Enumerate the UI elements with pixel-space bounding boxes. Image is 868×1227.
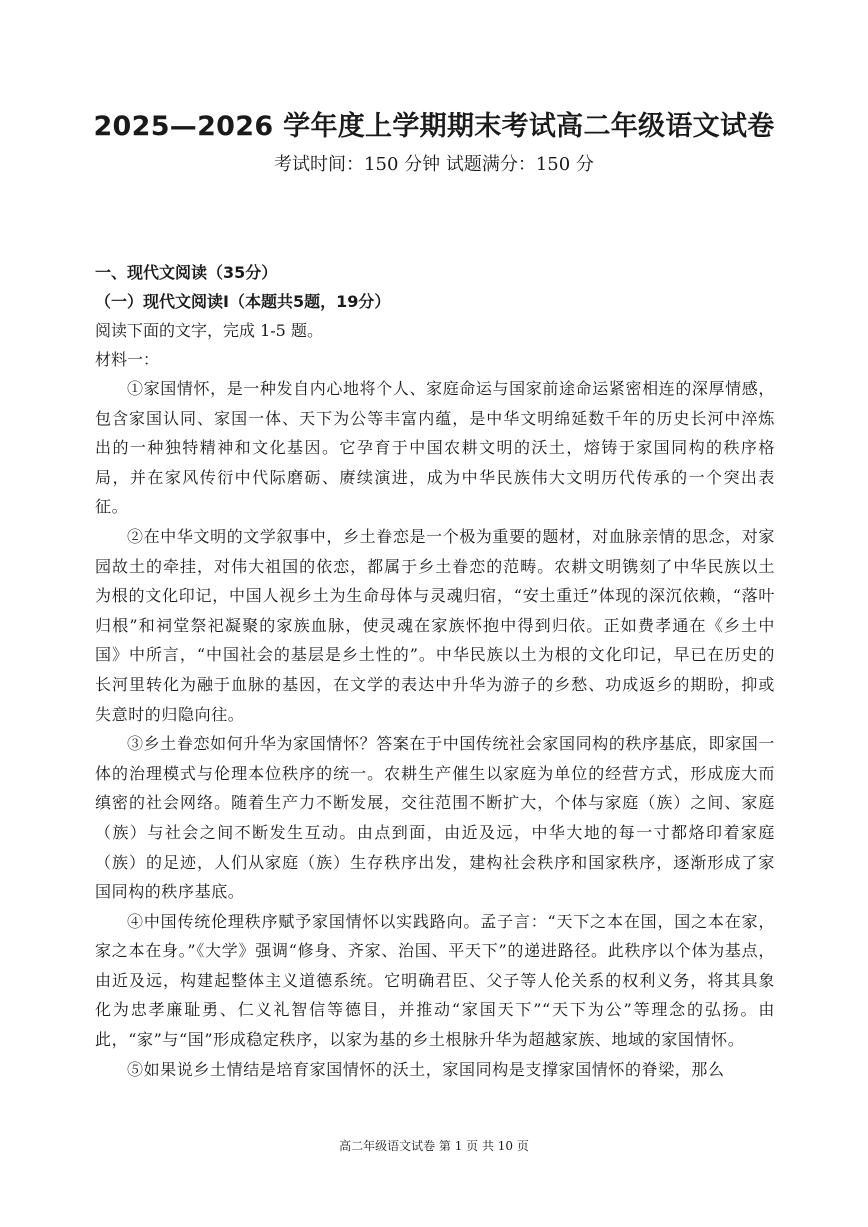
- paragraph-1: ①家国情怀，是一种发自内心地将个人、家庭命运与国家前途命运紧密相连的深厚情感，包含家国认同、家国一体、天下为公等丰富内蕴，是中华文明绵延数千年的历史长河中淬炼出的一种独特精神和文化基因。它孕育于中国农耕文明的沃土，熔铸于家国同构的秩序格局，并在家风传衍中代际磨砺、赓续演进，成为中华民族伟大文明历代传承的一个突出表征。: [95, 379, 775, 517]
- page-footer: 高二年级语文试卷 第 1 页 共 10 页: [339, 1139, 529, 1153]
- paragraph-2: ②在中华文明的文学叙事中，乡土眷恋是一个极为重要的题材，对血脉亲情的思念，对家园故土的牵挂，对伟大祖国的依恋，都属于乡土眷恋的范畴。农耕文明镌刻了中华民族以土为根的文化印记，中国人视乡土为生命母体与灵魂归宿，“安土重迁”体现的深沉依赖，“落叶归根”和祠堂祭祀凝聚的家族血脉，使灵魂在家族怀抱中得到归依。正如费孝通在《乡土中国》中所言，“中国社会的基层是乡土性的”。中华民族以土为根的文化印记，早已在历史的长河里转化为融于血脉的基因，在文学的表达中升华为游子的乡愁、功成返乡的期盼，抑或失意时的归隐向往。: [95, 526, 775, 724]
- paragraph-5: ⑤如果说乡土情结是培育家国情怀的沃土，家国同构是支撑家国情怀的脊梁，那么: [127, 1059, 725, 1079]
- paragraph-4: ④中国传统伦理秩序赋予家国情怀以实践路向。孟子言：“天下之本在国，国之本在家，家之本在身。”《大学》强调“修身、齐家、治国、平天下”的递进路径。此秩序以个体为基点，由近及远，构建起整体主义道德系统。它明确君臣、父子等人伦关系的权利义务，将其具象化为忠孝廉耻勇、仁义礼智信等德目，并推动“家国天下”“天下为公”等理念的弘扬。由此，“家”与“国”形成稳定秩序，以家为基的乡土根脉升华为超越家族、地域的家国情怀。: [95, 911, 775, 1050]
- exam-time-and-score: 考试时间：150 分钟 试题满分：150 分: [274, 154, 594, 175]
- page-content: [95, 258, 775, 1084]
- paragraph-3: ③乡土眷恋如何升华为家国情怀？答案在于中国传统社会家国同构的秩序基底，即家国一体的治理模式与伦理本位秩序的统一。农耕生产催生以家庭为单位的经营方式，形成庞大而缜密的社会网络。随着生产力不断发展，交往范围不断扩大，个体与家庭（族）之间、家庭（族）与社会之间不断发生互动。由点到面，由近及远，中华大地的每一寸都烙印着家庭（族）的足迹，人们从家庭（族）生存秩序出发，建构社会秩序和国家秩序，逐渐形成了家国同构的秩序基底。: [95, 734, 775, 902]
- material-label: 材料一：: [95, 350, 160, 369]
- section-heading: 一、现代文阅读（35分）: [95, 263, 278, 282]
- exam-title: 2025—2026 学年度上学期期末考试高二年级语文试卷: [93, 111, 775, 142]
- reading-instruction: 阅读下面的文字，完成 1-5 题。: [95, 321, 323, 340]
- subsection-heading: （一）现代文阅读Ⅰ（本题共5题，19分）: [95, 292, 391, 311]
